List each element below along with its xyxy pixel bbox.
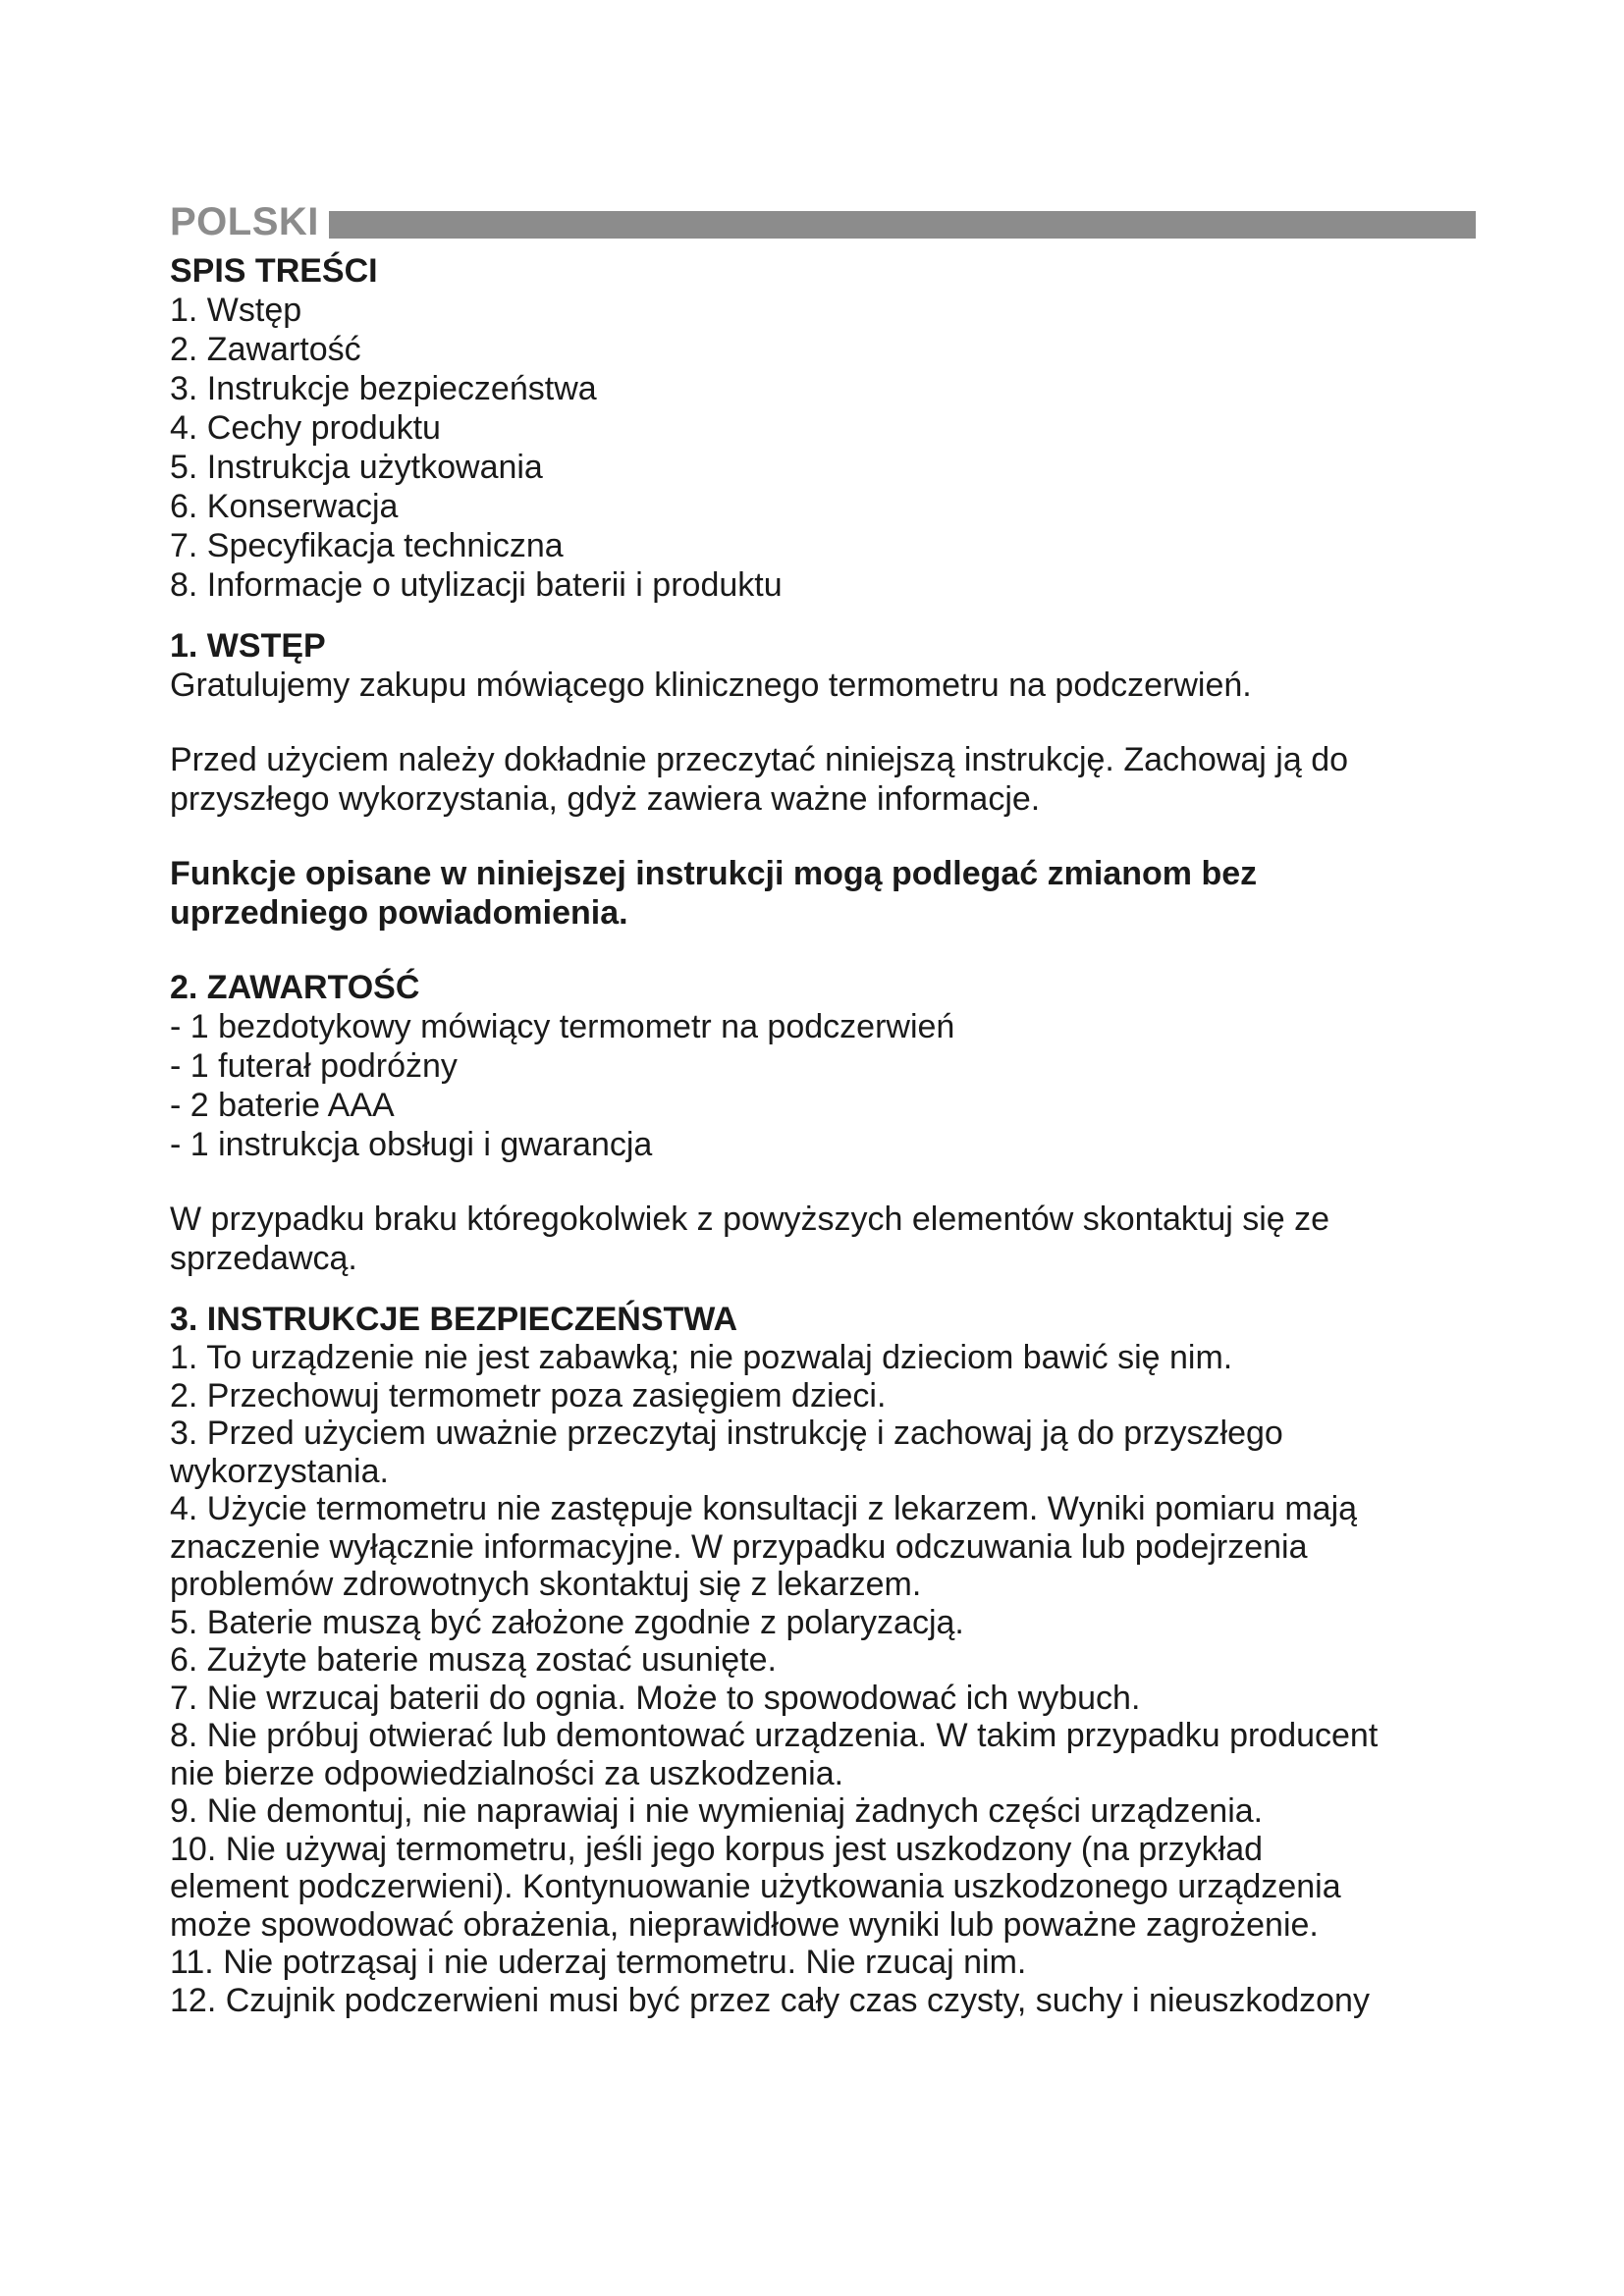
safety-line: 7. Nie wrzucaj baterii do ognia. Może to spowodować ich wybuch. bbox=[170, 1679, 1141, 1717]
safety-line: 1. To urządzenie nie jest zabawką; nie pozwalaj dzieciom bawić się nim. bbox=[170, 1339, 1233, 1376]
intro-title: 1. WSTĘP bbox=[170, 627, 326, 665]
toc-item: 7. Specyfikacja techniczna bbox=[170, 527, 564, 564]
safety-line: 5. Baterie muszą być założone zgodnie z polaryzacją. bbox=[170, 1603, 964, 1641]
toc-item: 4. Cechy produktu bbox=[170, 409, 441, 447]
safety-line: element podczerwieni). Kontynuowanie użytkowania uszkodzonego urządzenia bbox=[170, 1868, 1341, 1905]
safety-line: nie bierze odpowiedzialności za uszkodzenia. bbox=[170, 1754, 844, 1792]
safety-line: 6. Zużyte baterie muszą zostać usunięte. bbox=[170, 1641, 777, 1679]
language-header-bar bbox=[329, 211, 1476, 239]
intro-paragraph-1: Gratulujemy zakupu mówiącego klinicznego termometru na podczerwień. bbox=[170, 667, 1252, 704]
contents-note-line: sprzedawcą. bbox=[170, 1240, 357, 1277]
contents-title: 2. ZAWARTOŚĆ bbox=[170, 969, 420, 1006]
intro-notice-line: uprzedniego powiadomienia. bbox=[170, 894, 628, 932]
safety-line: wykorzystania. bbox=[170, 1452, 389, 1490]
contents-item: - 1 futerał podróżny bbox=[170, 1047, 458, 1085]
safety-line: 3. Przed użyciem uważnie przeczytaj instrukcję i zachowaj ją do przyszłego bbox=[170, 1415, 1283, 1452]
intro-notice-line: Funkcje opisane w niniejszej instrukcji mogą podlegać zmianom bez bbox=[170, 855, 1258, 892]
safety-line: znaczenie wyłącznie informacyjne. W przypadku odczuwania lub podejrzenia bbox=[170, 1527, 1308, 1566]
table-of-contents bbox=[170, 251, 1476, 605]
safety-line: 12. Czujnik podczerwieni musi być przez cały czas czysty, suchy i nieuszkodzony bbox=[170, 1981, 1370, 2019]
safety-line: 11. Nie potrząsaj i nie uderzaj termometru. Nie rzucaj nim. bbox=[170, 1944, 1027, 1981]
safety-line: może spowodować obrażenia, nieprawidłowe wyniki lub poważne zagrożenie. bbox=[170, 1905, 1319, 1944]
intro-paragraph-2-line: Przed użyciem należy dokładnie przeczytać niniejszą instrukcję. Zachowaj ją do bbox=[170, 741, 1349, 778]
contents-item: - 1 bezdotykowy mówiący termometr na podczerwień bbox=[170, 1008, 955, 1045]
safety-line: 8. Nie próbuj otwierać lub demontować urządzenia. W takim przypadku producent bbox=[170, 1717, 1379, 1754]
section-contents bbox=[170, 968, 1476, 1278]
toc-item: 5. Instrukcja użytkowania bbox=[170, 449, 543, 486]
toc-title: SPIS TREŚCI bbox=[170, 252, 378, 290]
toc-item: 2. Zawartość bbox=[170, 331, 361, 368]
contents-item: - 2 baterie AAA bbox=[170, 1087, 395, 1124]
safety-title: 3. INSTRUKCJE BEZPIECZEŃSTWA bbox=[170, 1301, 738, 1338]
toc-item: 1. Wstęp bbox=[170, 292, 302, 329]
section-intro bbox=[170, 626, 1476, 933]
toc-item: 3. Instrukcje bezpieczeństwa bbox=[170, 370, 597, 407]
safety-line: 4. Użycie termometru nie zastępuje konsultacji z lekarzem. Wyniki pomiaru mają bbox=[170, 1490, 1358, 1527]
intro-paragraph-2-line: przyszłego wykorzystania, gdyż zawiera ważne informacje. bbox=[170, 780, 1041, 818]
safety-line: 9. Nie demontuj, nie naprawiaj i nie wymieniaj żadnych części urządzenia. bbox=[170, 1792, 1264, 1830]
language-header bbox=[170, 196, 1476, 247]
safety-line: 10. Nie używaj termometru, jeśli jego korpus jest uszkodzony (na przykład bbox=[170, 1830, 1264, 1868]
safety-line: problemów zdrowotnych skontaktuj się z lekarzem. bbox=[170, 1566, 922, 1603]
section-safety bbox=[170, 1300, 1476, 2019]
language-label: POLSKI bbox=[170, 200, 319, 243]
toc-item: 8. Informacje o utylizacji baterii i produktu bbox=[170, 566, 783, 604]
document-page bbox=[170, 196, 1476, 2019]
toc-item: 6. Konserwacja bbox=[170, 488, 399, 525]
contents-note-line: W przypadku braku któregokolwiek z powyższych elementów skontaktuj się ze bbox=[170, 1201, 1330, 1238]
safety-line: 2. Przechowuj termometr poza zasięgiem dzieci. bbox=[170, 1376, 887, 1415]
contents-item: - 1 instrukcja obsługi i gwarancja bbox=[170, 1126, 653, 1163]
